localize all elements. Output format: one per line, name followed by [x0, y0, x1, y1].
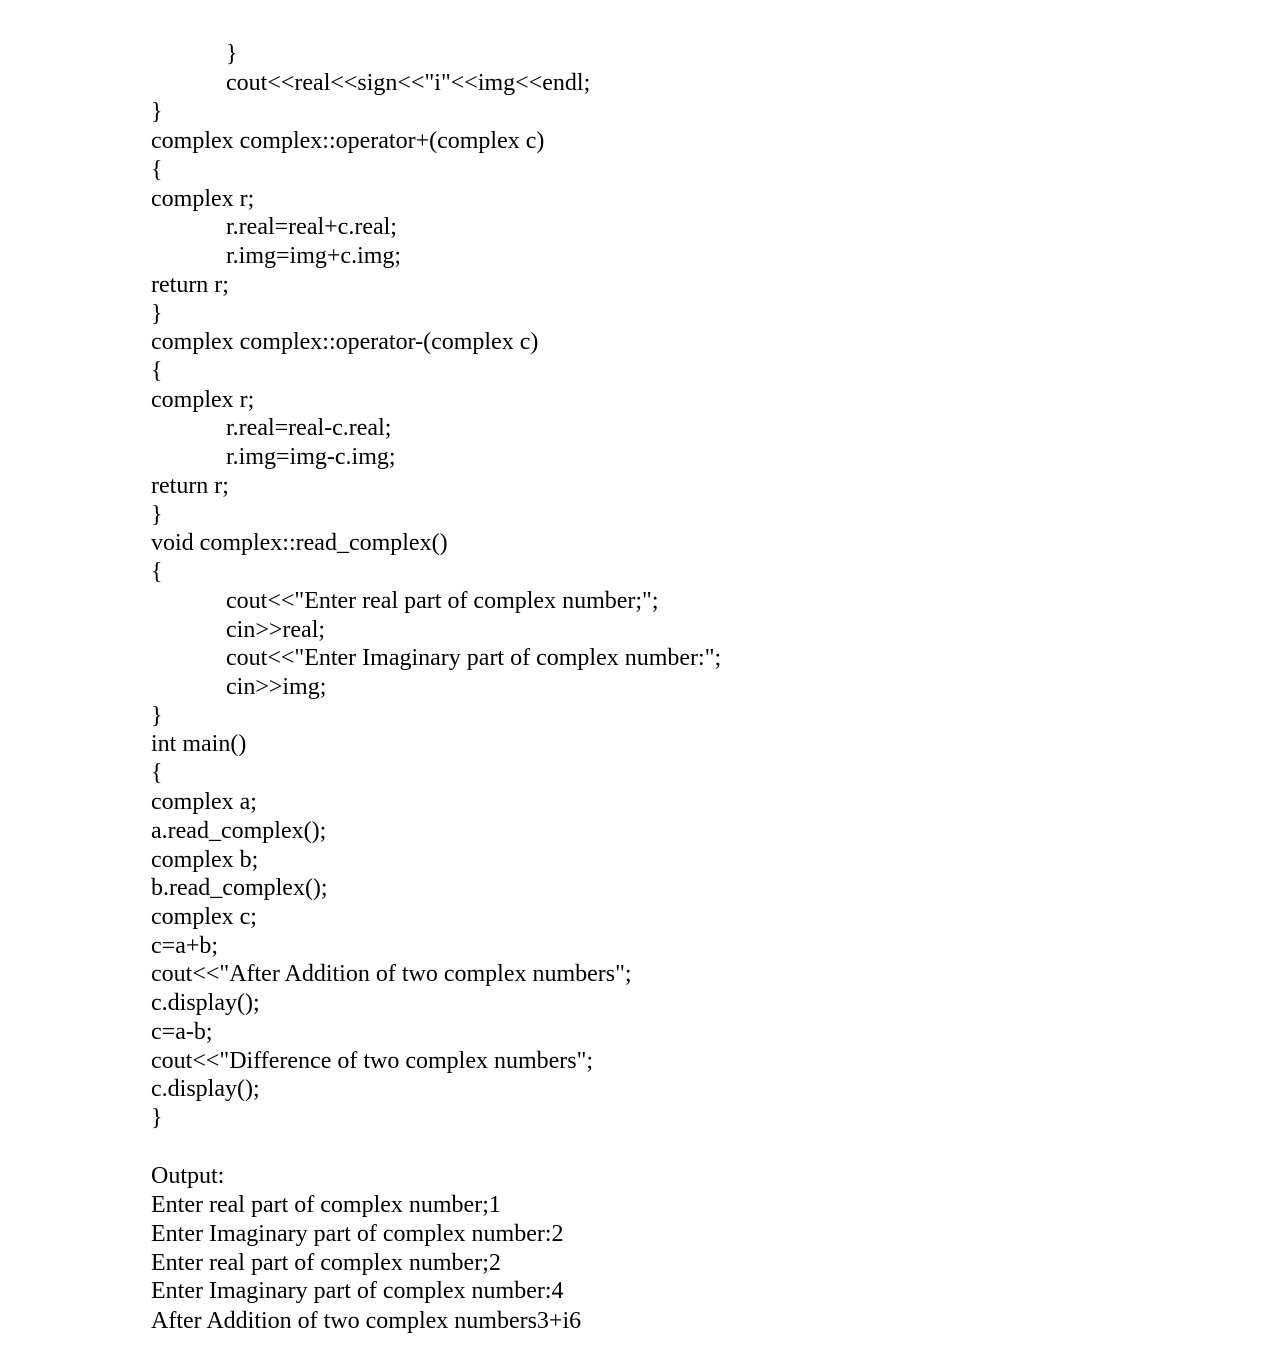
code-line: r.img=img+c.img; — [226, 243, 402, 269]
code-line: a.read_complex(); — [151, 818, 327, 844]
code-line: } — [226, 41, 238, 67]
output-line: Enter real part of complex number;2 — [151, 1250, 501, 1276]
code-line: cin>>real; — [226, 617, 326, 643]
code-line: return r; — [151, 272, 229, 298]
code-line: complex b; — [151, 847, 259, 873]
code-line: cout<<"Difference of two complex numbers"; — [151, 1048, 594, 1074]
code-line: } — [151, 703, 163, 729]
code-line: } — [151, 301, 163, 327]
code-line: { — [151, 358, 163, 384]
code-line: complex r; — [151, 387, 255, 413]
code-line: return r; — [151, 473, 229, 499]
code-line: cout<<"After Addition of two complex numbers"; — [151, 961, 632, 987]
code-line: } — [151, 99, 163, 125]
code-line: } — [151, 1105, 163, 1131]
code-line: complex complex::operator-(complex c) — [151, 329, 539, 355]
code-line: c.display(); — [151, 990, 260, 1016]
output-line: After Addition of two complex numbers3+i6 — [151, 1308, 582, 1334]
output-line: Enter real part of complex number;1 — [151, 1192, 501, 1218]
code-line: { — [151, 157, 163, 183]
code-line: cout<<"Enter real part of complex number;"; — [226, 588, 659, 614]
code-line: r.img=img-c.img; — [226, 444, 396, 470]
code-line: cin>>img; — [226, 674, 327, 700]
code-line: complex r; — [151, 186, 255, 212]
code-line: } — [151, 502, 163, 528]
code-line: { — [151, 559, 163, 585]
output-line: Enter Imaginary part of complex number:4 — [151, 1278, 564, 1304]
output-line: Enter Imaginary part of complex number:2 — [151, 1221, 564, 1247]
code-line: int main() — [151, 731, 247, 757]
code-line: r.real=real+c.real; — [226, 214, 397, 240]
code-line: complex complex::operator+(complex c) — [151, 128, 545, 154]
code-line: c.display(); — [151, 1076, 260, 1102]
code-line: c=a-b; — [151, 1019, 213, 1045]
code-line: b.read_complex(); — [151, 875, 328, 901]
code-line: cout<<real<<sign<<"i"<<img<<endl; — [226, 70, 591, 96]
output-heading: Output: — [151, 1163, 225, 1189]
code-line: { — [151, 760, 163, 786]
code-line: complex c; — [151, 904, 257, 930]
code-line: cout<<"Enter Imaginary part of complex number:"; — [226, 645, 722, 671]
code-line: r.real=real-c.real; — [226, 415, 392, 441]
code-line: c=a+b; — [151, 933, 219, 959]
code-line: complex a; — [151, 789, 257, 815]
code-line: void complex::read_complex() — [151, 530, 448, 556]
